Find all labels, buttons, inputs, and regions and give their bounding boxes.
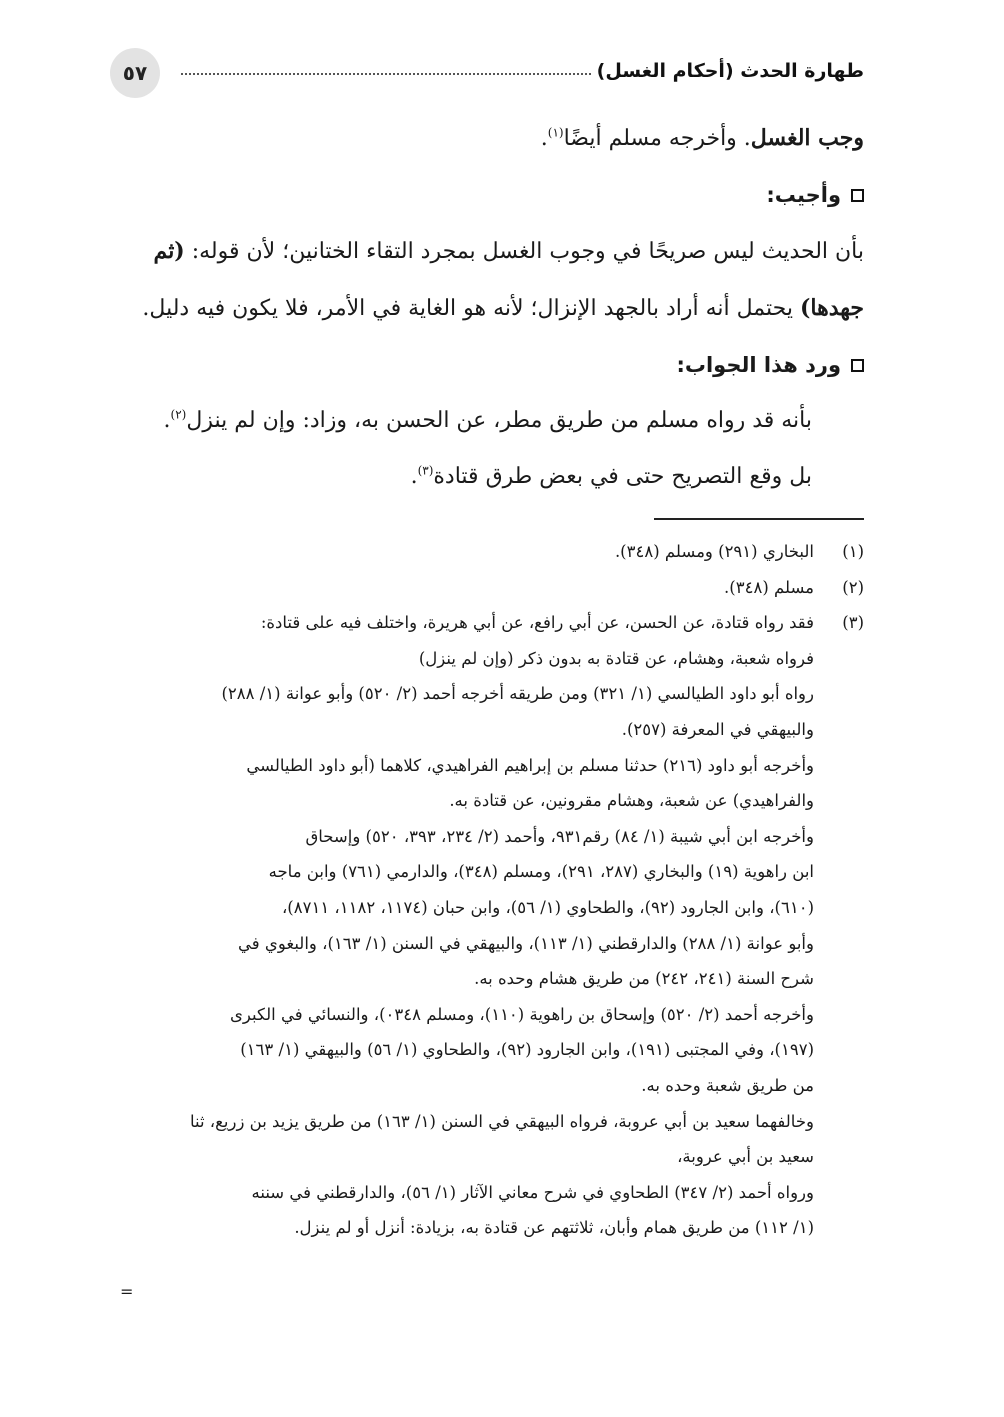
footnote-line: (٦١٠)، وابن الجارود (٩٢)، والطحاوي (١/ ٥٦)، وابن حبان (١١٧٤، ١١٨٢، ٨٧١١)، — [281, 897, 814, 917]
footnote-body — [115, 605, 814, 1246]
running-header-title: طهارة الحدث (أحكام الغسل) — [596, 60, 864, 82]
running-header — [175, 58, 864, 84]
footnote-body — [115, 570, 814, 606]
page-number: ٥٧ — [122, 61, 148, 85]
footnote-number: (٣) — [842, 613, 864, 633]
heading-text: وأجيب: — [766, 183, 841, 207]
header-dotted-leader — [181, 63, 591, 75]
footnote-line: وأبو عوانة (١/ ٢٨٨) والدارقطني (١/ ١١٣)، والبيهقي في السنن (١/ ١٦٣)، والبغوي في — [238, 933, 814, 953]
footnotes-section — [115, 534, 864, 1246]
footnote-2 — [115, 570, 864, 606]
footnote-line: والفراهيدي) عن شعبة، وهشام مقرونين، عن قتادة به. — [449, 791, 814, 811]
footnote-line: البخاري (٢٩١) ومسلم (٣٤٨). — [614, 542, 814, 561]
footnote-line: فرواه شعبة، وهشام، عن قتادة به بدون ذكر (وإن لم ينزل) — [418, 648, 814, 668]
section-heading-answer — [115, 167, 864, 223]
footnote-line: سعيد بن أبي عروبة، — [677, 1147, 814, 1167]
footnote-line: والبيهقي في المعرفة (٢٥٧). — [621, 719, 814, 739]
main-text — [115, 110, 864, 505]
footnote-line: ورواه أحمد (٢/ ٣٤٧) الطحاوي في شرح معاني الآثار (١/ ٥٦)، والدارقطني في سننه — [251, 1182, 814, 1202]
footnote-number: (١) — [842, 542, 864, 561]
page-number-badge — [110, 48, 160, 98]
footnote-line: مسلم (٣٤٨). — [724, 577, 814, 597]
paragraph-4 — [115, 449, 864, 505]
text-span: . — [540, 126, 548, 151]
bold-phrase: وجب الغسل — [750, 125, 864, 151]
section-heading-rebuttal — [115, 337, 864, 393]
footnote-separator — [654, 518, 864, 520]
footnote-1 — [115, 534, 864, 570]
footnote-number: (٢) — [842, 577, 864, 597]
footnote-line: شرح السنة (٢٤١، ٢٤٢) من طريق هشام وحده به. — [474, 969, 814, 989]
footnote-ref-3[interactable]: (٣) — [417, 463, 434, 478]
footnote-line: وخالفهما سعيد بن أبي عروبة، فرواه البيهقي في السنن (١/ ١٦٣) من طريق يزيد بن زريع، ثنا — [189, 1111, 814, 1131]
paragraph-3 — [115, 393, 864, 449]
footnote-line: ابن راهوية (١٩) والبخاري (٢٨٧، ٢٩١)، ومسلم (٣٤٨)، والدارمي (٧٦١) وابن ماجه — [268, 862, 814, 882]
text-span: . — [163, 408, 171, 433]
footnote-line: (١/ ١١٢) من طريق همام وأبان، ثلاثتهم عن قتادة به، بزيادة: أنزل أو لم ينزل. — [294, 1218, 814, 1238]
text-span: بأنه قد رواه مسلم من طريق مطر، عن الحسن به، وزاد: وإن لم ينزل — [186, 408, 812, 433]
footnote-body — [115, 534, 814, 570]
continuation-mark: = — [120, 1282, 134, 1301]
square-bullet-icon — [851, 359, 864, 372]
footnote-line: فقد رواه قتادة، عن الحسن، عن أبي رافع، عن أبي هريرة، واختلف فيه على قتادة: — [260, 613, 814, 633]
heading-text: ورد هذا الجواب: — [676, 353, 841, 377]
footnote-line: وأخرجه أبو داود (٢١٦) حدثنا مسلم بن إبراهيم الفراهيدي، كلاهما (أبو داود الطيالسي — [246, 755, 814, 775]
footnote-line: رواه أبو داود الطيالسي (١/ ٣٢١) ومن طريقه أخرجه أحمد (٢/ ٥٢٠) وأبو عوانة (١/ ٢٨٨) — [221, 684, 814, 704]
footnote-line: (١٩٧)، وفي المجتبى (١٩١)، وابن الجارود (٩٢)، والطحاوي (١/ ٥٦) والبيهقي (١/ ١٦٣) — [240, 1040, 814, 1060]
footnote-ref-2[interactable]: (٢) — [170, 407, 187, 422]
footnote-ref-1[interactable]: (١) — [547, 125, 564, 140]
text-span: يحتمل أنه أراد بالجهد الإنزال؛ لأنه هو الغاية في الأمر، فلا يكون فيه دليل. — [142, 296, 800, 321]
square-bullet-icon — [851, 189, 864, 202]
bold-phrase: (ثم — [153, 238, 185, 264]
footnote-3 — [115, 605, 864, 1246]
paragraph-2 — [115, 223, 864, 337]
text-span: بل وقع التصريح حتى في بعض طرق قتادة — [433, 464, 812, 489]
footnote-line: من طريق شعبة وحده به. — [641, 1075, 814, 1095]
footnote-line: وأخرجه ابن أبي شيبة (١/ ٨٤) رقم٩٣١، وأحمد (٢/ ٢٣٤، ٣٩٣، ٥٢٠) وإسحاق — [305, 826, 814, 846]
footnote-line: وأخرجه أحمد (٢/ ٥٢٠) وإسحاق بن راهوية (١١٠)، ومسلم ٠٣٤٨)، والنسائي في الكبرى — [230, 1004, 814, 1024]
paragraph-1 — [115, 110, 864, 167]
text-span: بأن الحديث ليس صريحًا في وجوب الغسل بمجرد التقاء الختانين؛ لأن قوله: — [184, 239, 864, 264]
text-span: . — [410, 464, 418, 489]
bold-phrase: جهدها) — [799, 295, 864, 321]
text-span: . وأخرجه مسلم أيضًا — [563, 126, 751, 151]
